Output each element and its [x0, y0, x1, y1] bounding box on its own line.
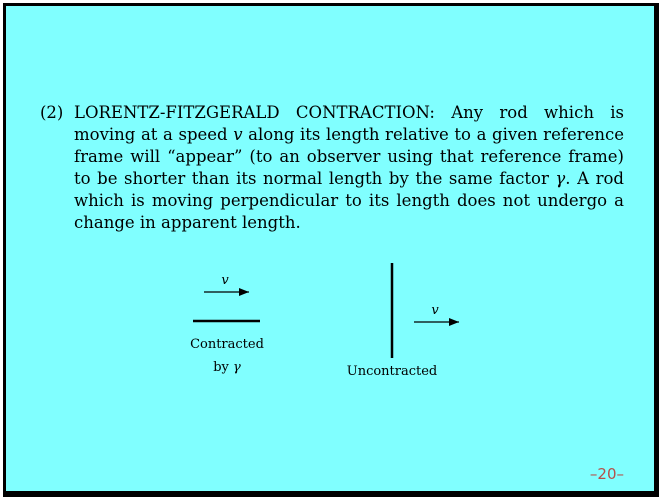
contracted-label: Contracted	[190, 337, 264, 352]
contracted-velocity-label: v	[221, 273, 229, 288]
item-text-1: : Any rod which is moving at a speed	[74, 103, 624, 144]
item-text-2: along its length relative to a given reference frame will “appear” (to an observer using that reference frame) to be shorter than its normal length by the same factor	[74, 125, 624, 188]
item-title: LORENTZ-FITZGERALD CONTRACTION	[74, 103, 430, 122]
item-number: (2)	[40, 103, 64, 122]
page-number: –20–	[589, 465, 624, 483]
uncontracted-label: Uncontracted	[346, 364, 438, 379]
contracted-factor-prefix: by	[213, 360, 234, 375]
slide	[3, 3, 659, 497]
gamma-symbol: γ	[233, 360, 241, 375]
speed-variable: v	[233, 125, 243, 144]
rod-diagram	[6, 6, 654, 491]
contracted-factor-label	[213, 360, 241, 375]
item-text-3: . A rod which is moving perpendicular to its length does not undergo a change in apparent length.	[74, 169, 624, 232]
gamma-variable: γ	[555, 169, 566, 188]
uncontracted-velocity-label: v	[431, 303, 439, 318]
